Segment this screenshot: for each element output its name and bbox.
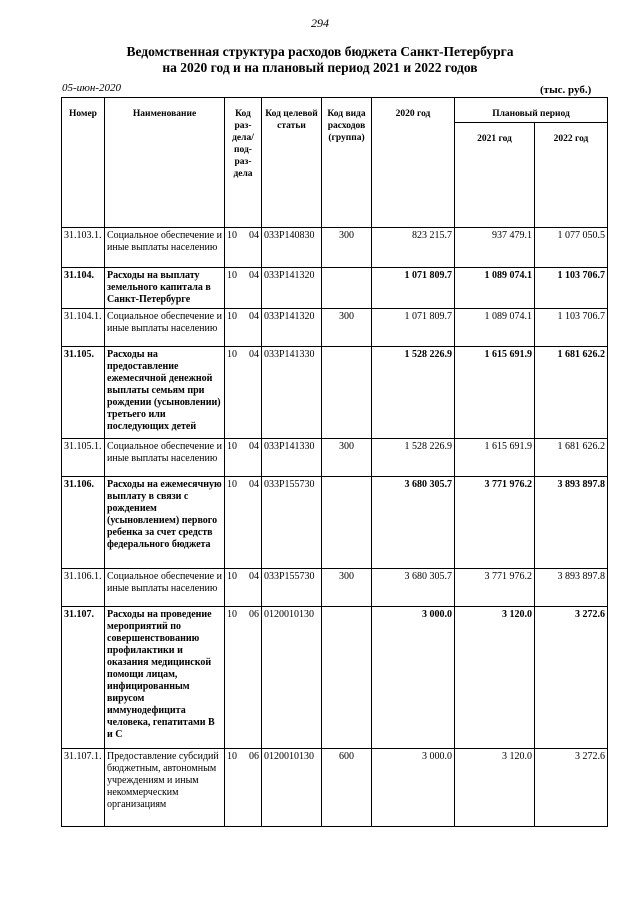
header-year-2020: 2020 год	[372, 98, 455, 228]
row-expense-type	[322, 607, 372, 749]
section-code: 10	[227, 311, 237, 322]
table-body	[62, 228, 608, 827]
row-name: Расходы на предоставление ежемесячной денежной выплаты семьям при рождении (усыновлении) третьего или последующих детей	[105, 347, 225, 439]
row-expense-type: 300	[322, 309, 372, 347]
row-target-code: 033Р140830	[262, 228, 322, 268]
row-amount-2021: 1 615 691.9	[455, 347, 535, 439]
row-target-code: 033Р141330	[262, 347, 322, 439]
title-line-2: на 2020 год и на плановый период 2021 и 2022 годов	[162, 60, 478, 75]
subsection-code: 04	[249, 230, 259, 241]
budget-table	[61, 97, 608, 827]
section-code: 10	[227, 349, 237, 360]
row-number: 31.105.1.	[62, 439, 105, 477]
row-section-code	[225, 228, 262, 268]
table-row	[62, 569, 608, 607]
section-code: 10	[227, 609, 237, 620]
header-expense-type: Код вида расходов (группа)	[322, 98, 372, 228]
row-amount-2020: 3 680 305.7	[372, 569, 455, 607]
row-expense-type: 300	[322, 228, 372, 268]
subsection-code: 06	[249, 609, 259, 620]
row-target-code: 033Р155730	[262, 477, 322, 569]
row-number: 31.104.	[62, 268, 105, 309]
document-title	[0, 44, 640, 76]
table-row	[62, 228, 608, 268]
row-amount-2022: 1 103 706.7	[535, 268, 608, 309]
row-target-code: 033Р141320	[262, 268, 322, 309]
row-number: 31.106.1.	[62, 569, 105, 607]
row-number: 31.107.	[62, 607, 105, 749]
row-number: 31.104.1.	[62, 309, 105, 347]
header-target: Код целевой статьи	[262, 98, 322, 228]
header-year-2021: 2021 год	[455, 123, 535, 228]
row-amount-2021: 1 615 691.9	[455, 439, 535, 477]
header-year-2022: 2022 год	[535, 123, 608, 228]
section-code: 10	[227, 270, 237, 281]
document-date: 05-июн-2020	[62, 82, 122, 94]
table-row	[62, 439, 608, 477]
row-number: 31.103.1.	[62, 228, 105, 268]
row-number: 31.106.	[62, 477, 105, 569]
row-expense-type: 300	[322, 439, 372, 477]
row-amount-2022: 3 272.6	[535, 749, 608, 827]
units-underline	[500, 97, 606, 98]
row-name: Социальное обеспечение и иные выплаты населению	[105, 309, 225, 347]
row-amount-2020: 3 000.0	[372, 749, 455, 827]
row-name: Расходы на ежемесячную выплату в связи с рождением (усыновлением) первого ребенка за счет средств федерального бюджета	[105, 477, 225, 569]
subsection-code: 04	[249, 311, 259, 322]
row-target-code: 0120010130	[262, 749, 322, 827]
row-amount-2022: 3 272.6	[535, 607, 608, 749]
row-expense-type: 600	[322, 749, 372, 827]
row-name: Расходы на выплату земельного капитала в Санкт-Петербурге	[105, 268, 225, 309]
row-section-code	[225, 347, 262, 439]
section-code: 10	[227, 479, 237, 490]
row-amount-2022: 1 077 050.5	[535, 228, 608, 268]
row-amount-2021: 3 771 976.2	[455, 569, 535, 607]
row-section-code	[225, 477, 262, 569]
row-amount-2020: 1 071 809.7	[372, 309, 455, 347]
row-section-code	[225, 749, 262, 827]
row-amount-2020: 3 680 305.7	[372, 477, 455, 569]
table-row	[62, 268, 608, 309]
row-amount-2021: 3 120.0	[455, 749, 535, 827]
row-target-code: 033Р141330	[262, 439, 322, 477]
subsection-code: 04	[249, 270, 259, 281]
header-planned-period: Плановый период	[455, 98, 608, 123]
subsection-code: 04	[249, 479, 259, 490]
row-expense-type	[322, 477, 372, 569]
row-amount-2020: 3 000.0	[372, 607, 455, 749]
row-expense-type	[322, 268, 372, 309]
row-name: Предоставление субсидий бюджетным, автономным учреждениям и иным некоммерческим организациям	[105, 749, 225, 827]
row-amount-2021: 3 771 976.2	[455, 477, 535, 569]
table-row	[62, 749, 608, 827]
header-section: Код раз-дела/ под-раз-дела	[225, 98, 262, 228]
row-section-code	[225, 569, 262, 607]
row-amount-2020: 1 528 226.9	[372, 347, 455, 439]
row-amount-2021: 1 089 074.1	[455, 268, 535, 309]
row-amount-2022: 1 681 626.2	[535, 347, 608, 439]
row-amount-2021: 1 089 074.1	[455, 309, 535, 347]
section-code: 10	[227, 441, 237, 452]
row-number: 31.105.	[62, 347, 105, 439]
title-line-1: Ведомственная структура расходов бюджета Санкт-Петербурга	[126, 44, 514, 59]
units-label: (тыс. руб.)	[540, 84, 592, 96]
row-amount-2022: 1 681 626.2	[535, 439, 608, 477]
row-name: Социальное обеспечение и иные выплаты населению	[105, 439, 225, 477]
subsection-code: 04	[249, 349, 259, 360]
row-section-code	[225, 309, 262, 347]
row-amount-2021: 937 479.1	[455, 228, 535, 268]
row-name: Социальное обеспечение и иные выплаты населению	[105, 569, 225, 607]
row-target-code: 0120010130	[262, 607, 322, 749]
subsection-code: 04	[249, 441, 259, 452]
section-code: 10	[227, 571, 237, 582]
table-row	[62, 607, 608, 749]
row-amount-2022: 3 893 897.8	[535, 477, 608, 569]
header-number: Номер	[62, 98, 105, 228]
subsection-code: 06	[249, 751, 259, 762]
section-code: 10	[227, 751, 237, 762]
table-row	[62, 347, 608, 439]
row-section-code	[225, 439, 262, 477]
row-name: Расходы на проведение мероприятий по совершенствованию профилактики и оказания медицинской помощи лицам, инфицированным вирусом иммунодефицита человека, гепатитами В и С	[105, 607, 225, 749]
row-amount-2020: 823 215.7	[372, 228, 455, 268]
row-expense-type: 300	[322, 569, 372, 607]
row-amount-2022: 1 103 706.7	[535, 309, 608, 347]
row-number: 31.107.1.	[62, 749, 105, 827]
page-number: 294	[311, 16, 329, 30]
table-row	[62, 309, 608, 347]
row-amount-2021: 3 120.0	[455, 607, 535, 749]
row-amount-2020: 1 071 809.7	[372, 268, 455, 309]
row-target-code: 033Р141320	[262, 309, 322, 347]
row-name: Социальное обеспечение и иные выплаты населению	[105, 228, 225, 268]
row-section-code	[225, 607, 262, 749]
row-section-code	[225, 268, 262, 309]
section-code: 10	[227, 230, 237, 241]
header-name: Наименование	[105, 98, 225, 228]
row-amount-2022: 3 893 897.8	[535, 569, 608, 607]
subsection-code: 04	[249, 571, 259, 582]
row-target-code: 033Р155730	[262, 569, 322, 607]
table-row	[62, 477, 608, 569]
row-amount-2020: 1 528 226.9	[372, 439, 455, 477]
row-expense-type	[322, 347, 372, 439]
